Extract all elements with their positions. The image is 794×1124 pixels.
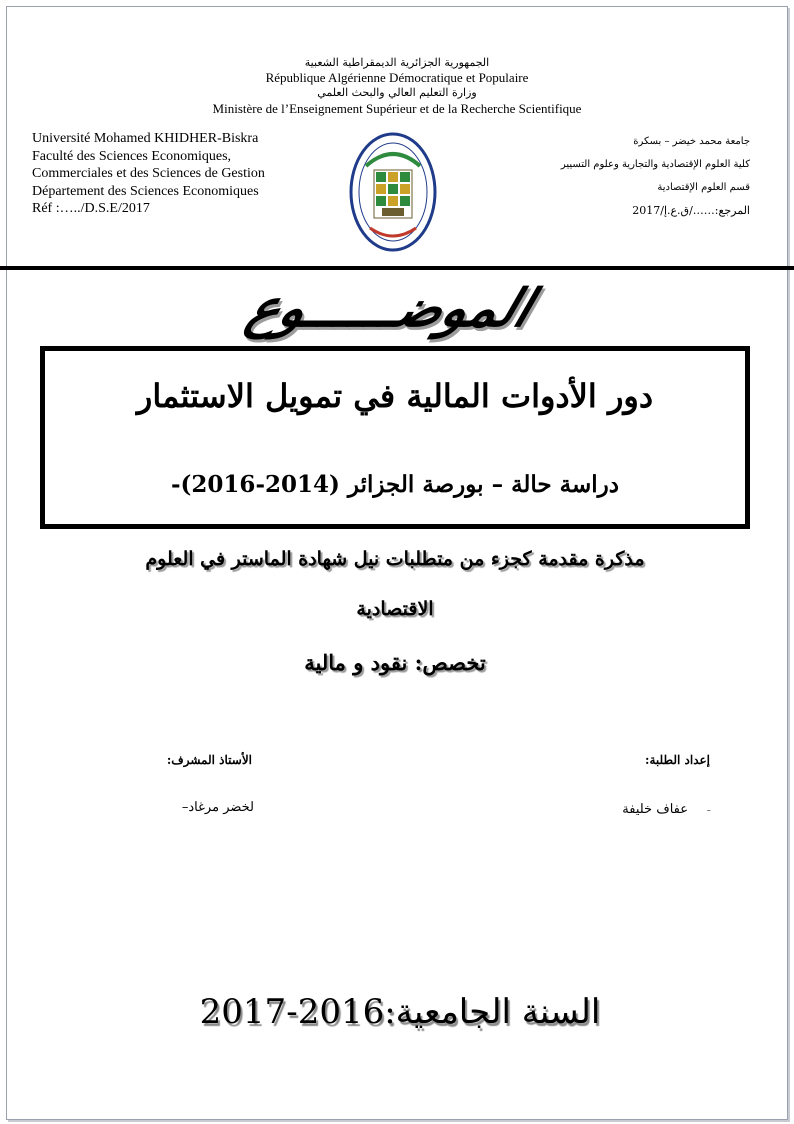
department-name-ar: قسم العلوم الإقتصادية xyxy=(657,182,750,193)
university-name-ar: جامعة محمد خيضر – بسكرة xyxy=(633,136,750,147)
university-block-fr xyxy=(32,130,265,218)
specialty: تخصص: نقود و مالية xyxy=(304,650,486,675)
supervisor-name: لخضر مرغاد– xyxy=(181,800,254,815)
academic-year: السنة الجامعية:2016-2017 xyxy=(199,992,601,1032)
thesis-statement-line2: الاقتصادية xyxy=(356,598,434,620)
reference-fr: Réf :…../D.S.E/2017 xyxy=(32,201,150,216)
ministry-ar: وزارة التعليم العالي والبحث العلمي xyxy=(317,86,477,99)
subject-heading: الموضــــــوع xyxy=(239,278,541,339)
student-name: عفاف خليفة xyxy=(622,802,688,817)
faculty-name-fr-cont: Commerciales et des Sciences de Gestion xyxy=(32,166,265,181)
republic-fr: République Algérienne Démocratique et Populaire xyxy=(265,70,529,85)
faculty-name-fr: Faculté des Sciences Economiques, xyxy=(32,148,232,164)
student-bullet: - xyxy=(706,803,711,818)
department-name-fr: Département des Sciences Economiques xyxy=(32,183,259,199)
university-block-ar xyxy=(561,130,750,222)
reference-ar: المرجع:……/ق.ع.إ/2017 xyxy=(632,204,750,217)
supervisor-label: الأستاذ المشرف: xyxy=(166,753,252,767)
republic-ar: الجمهورية الجزائرية الديمقراطية الشعبية xyxy=(304,56,490,69)
students-label: إعداد الطلبة: xyxy=(645,753,710,767)
title-box xyxy=(40,346,750,529)
university-name-fr: Université Mohamed KHIDHER-Biskra xyxy=(32,131,259,146)
header-divider xyxy=(0,266,794,270)
faculty-name-ar: كلية العلوم الإقتصادية والتجارية وعلوم التسيير xyxy=(560,159,750,170)
thesis-statement-line1: مذكرة مقدمة كجزء من متطلبات نيل شهادة الماستر في العلوم xyxy=(145,548,645,570)
university-logo xyxy=(348,132,438,256)
thesis-title: دور الأدوات المالية في تمويل الاستثمار xyxy=(136,377,654,415)
thesis-subtitle: دراسة حالة – بورصة الجزائر (2014-2016)- xyxy=(170,471,619,498)
ministry-fr: Ministère de l’Enseignement Supérieur et de la Recherche Scientifique xyxy=(212,101,582,116)
